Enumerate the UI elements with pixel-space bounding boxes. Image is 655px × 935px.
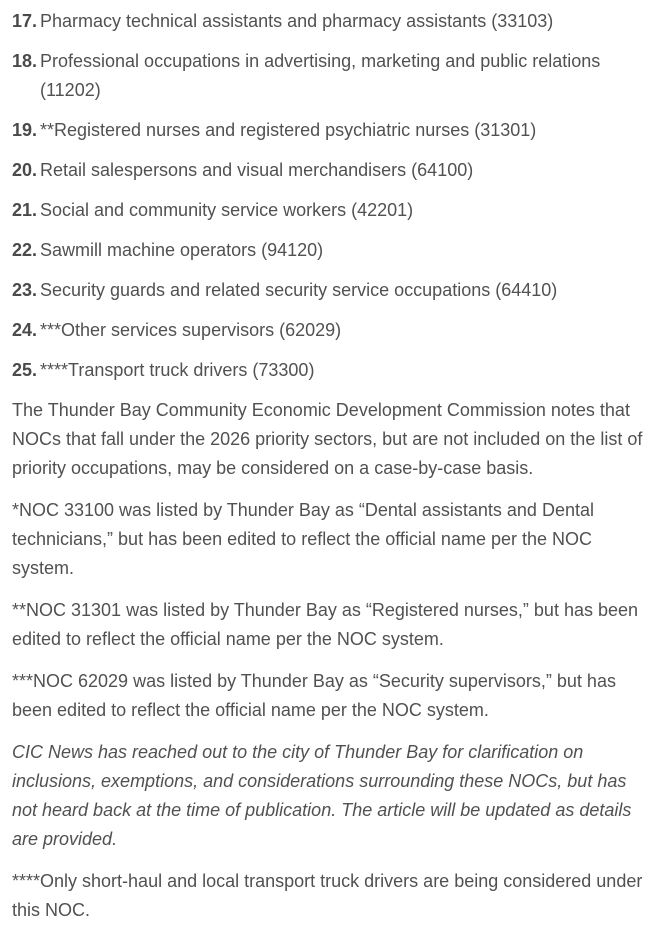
list-item-number: 22.: [12, 240, 38, 260]
list-item: [12, 7, 645, 36]
footnote-noc-31301: **NOC 31301 was listed by Thunder Bay as “Registered nurses,” but has been edited to reflect the official name per the NOC system.: [12, 600, 639, 649]
list-item: [12, 316, 645, 345]
list-item-text: Professional occupations in advertising, marketing and public relations (11202): [40, 51, 601, 100]
list-item-number: 23.: [12, 280, 38, 300]
footnote-transport-drivers: ****Only short-haul and local transport truck drivers are being considered under this NOC.: [12, 871, 643, 920]
list-item-text: **Registered nurses and registered psychiatric nurses (31301): [40, 120, 537, 140]
list-item-number: 19.: [12, 120, 38, 140]
list-item-number: 18.: [12, 51, 38, 71]
list-item: [12, 236, 645, 265]
list-item-number: 25.: [12, 360, 38, 380]
list-item-text: Security guards and related security service occupations (64410): [40, 280, 558, 300]
list-item: [12, 47, 645, 105]
list-item-text: Sawmill machine operators (94120): [40, 240, 324, 260]
list-item-text: ***Other services supervisors (62029): [40, 320, 342, 340]
list-item-number: 24.: [12, 320, 38, 340]
list-item-text: Social and community service workers (42201): [40, 200, 414, 220]
priority-occupations-list: [12, 7, 645, 385]
list-item-text: Retail salespersons and visual merchandisers (64100): [40, 160, 474, 180]
list-item-number: 20.: [12, 160, 38, 180]
list-item: [12, 276, 645, 305]
list-item-number: 21.: [12, 200, 38, 220]
list-item: [12, 356, 645, 385]
list-item: [12, 196, 645, 225]
editorial-note: CIC News has reached out to the city of Thunder Bay for clarification on inclusions, exemptions, and considerations surrounding these NOCs, but has not heard back at the time of publication. The article will be updated as details are provided.: [12, 742, 632, 849]
list-item-text: Pharmacy technical assistants and pharmacy assistants (33103): [40, 11, 554, 31]
footnote-noc-62029: ***NOC 62029 was listed by Thunder Bay as “Security supervisors,” but has been edited to reflect the official name per the NOC system.: [12, 671, 616, 720]
footnote-noc-33100: *NOC 33100 was listed by Thunder Bay as “Dental assistants and Dental technicians,” but has been edited to reflect the official name per the NOC system.: [12, 500, 594, 578]
list-item-text: ****Transport truck drivers (73300): [40, 360, 315, 380]
paragraph-commission-note: The Thunder Bay Community Economic Development Commission notes that NOCs that fall under the 2026 priority sectors, but are not included on the list of priority occupations, may be considered on a case-by-case basis.: [12, 400, 643, 478]
list-item: [12, 156, 645, 185]
list-item: [12, 116, 645, 145]
list-item-number: 17.: [12, 11, 38, 31]
